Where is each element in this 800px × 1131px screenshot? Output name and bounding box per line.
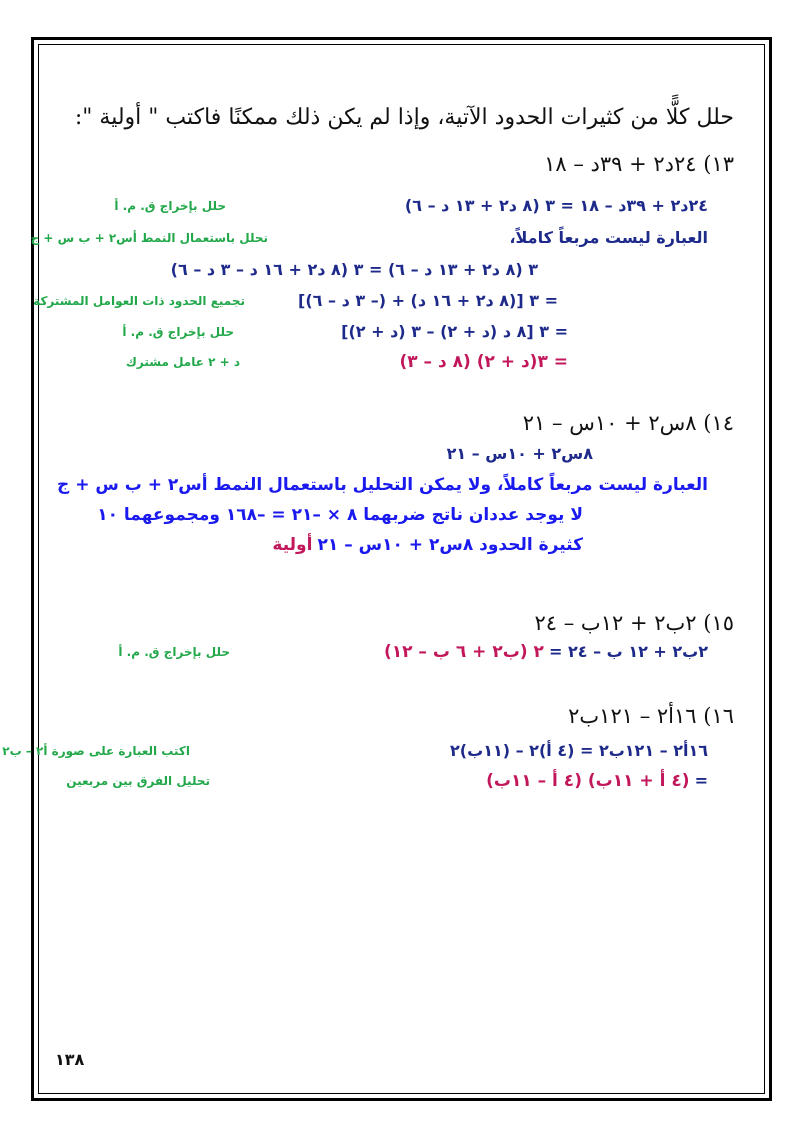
p13-step-5: = ٣ [٨ د (د + ٢) – ٣ (د + ٢)] xyxy=(341,322,568,341)
p15-step-lhs: ٢ب٢ + ١٢ ب – ٢٤ = xyxy=(549,642,708,661)
p13-note-4: تجميع الحدود ذات العوامل المشتركة xyxy=(33,294,245,308)
p14-line-2: العبارة ليست مربعاً كاملاً، ولا يمكن التحليل باستعمال النمط أس٢ + ب س + ج xyxy=(57,475,708,495)
p16-step-2-result: (٤ أ + ١١ب) (٤ أ – ١١ب) xyxy=(486,771,690,791)
exercise-heading: حلل كلًّا من كثيرات الحدود الآتية، وإذا لم يكن ذلك ممكنًا فاكتب " أولية ": xyxy=(74,105,734,130)
p15-note: حلل بإخراج ق. م. أ xyxy=(118,645,230,659)
p16-step-2 xyxy=(486,771,708,791)
p14-prime-label: أولية xyxy=(272,535,313,555)
p16-note-2: تحليل الفرق بين مربعين xyxy=(66,774,210,788)
page-number: ١٣٨ xyxy=(55,1050,85,1069)
p13-note-1: حلل بإخراج ق. م. أ xyxy=(114,199,226,213)
p13-note-5: حلل بإخراج ق. م. أ xyxy=(122,325,234,339)
p13-step-1: ٢٤د٢ + ٣٩د – ١٨ = ٣ (٨ د٢ + ١٣ د – ٦) xyxy=(404,196,708,215)
p15-step xyxy=(384,642,708,662)
p16-step-1: ١٦أ٢ – ١٢١ب٢ = (٤ أ)٢ – (١١ب)٢ xyxy=(450,741,708,760)
problem-16: ١٦) ١٦أ٢ – ١٢١ب٢ xyxy=(568,704,734,728)
p13-step-2: العبارة ليست مربعاً كاملاً، xyxy=(509,228,708,247)
p13-note-2: نحلل باستعمال النمط أس٢ + ب س + ج xyxy=(30,231,268,245)
p14-line-1: ٨س٢ + ١٠س – ٢١ xyxy=(446,444,593,463)
p16-step-2-eq: = xyxy=(694,771,708,790)
p13-step-4: = ٣ [(٨ د٢ + ١٦ د) + (– ٣ د – ٦)] xyxy=(298,291,558,310)
p16-note-1: اكتب العبارة على صورة أ٢ – ب٢ xyxy=(2,744,190,758)
p13-note-6: د + ٢ عامل مشترك xyxy=(125,355,240,369)
problem-15: ١٥) ٢ب٢ + ١٢ب – ٢٤ xyxy=(534,611,734,635)
p13-step-3: ٣ (٨ د٢ + ١٣ د – ٦) = ٣ (٨ د٢ + ١٦ د – ٣ د – ٦) xyxy=(170,260,538,279)
problem-14: ١٤) ٨س٢ + ١٠س – ٢١ xyxy=(522,411,734,435)
p14-line-4 xyxy=(272,535,583,555)
p14-line-3: لا يوجد عددان ناتج ضربهما ٨ × –٢١ = –١٦٨ ومجموعهما ١٠ xyxy=(97,505,583,525)
p14-conclusion: كثيرة الحدود ٨س٢ + ١٠س – ٢١ xyxy=(317,535,583,555)
p13-step-6: = ٣(د + ٢) (٨ د – ٣) xyxy=(399,352,568,372)
p15-step-rhs: ٢ (ب٢ + ٦ ب – ١٢) xyxy=(383,642,544,662)
problem-13: ١٣) ٢٤د٢ + ٣٩د – ١٨ xyxy=(544,152,734,176)
